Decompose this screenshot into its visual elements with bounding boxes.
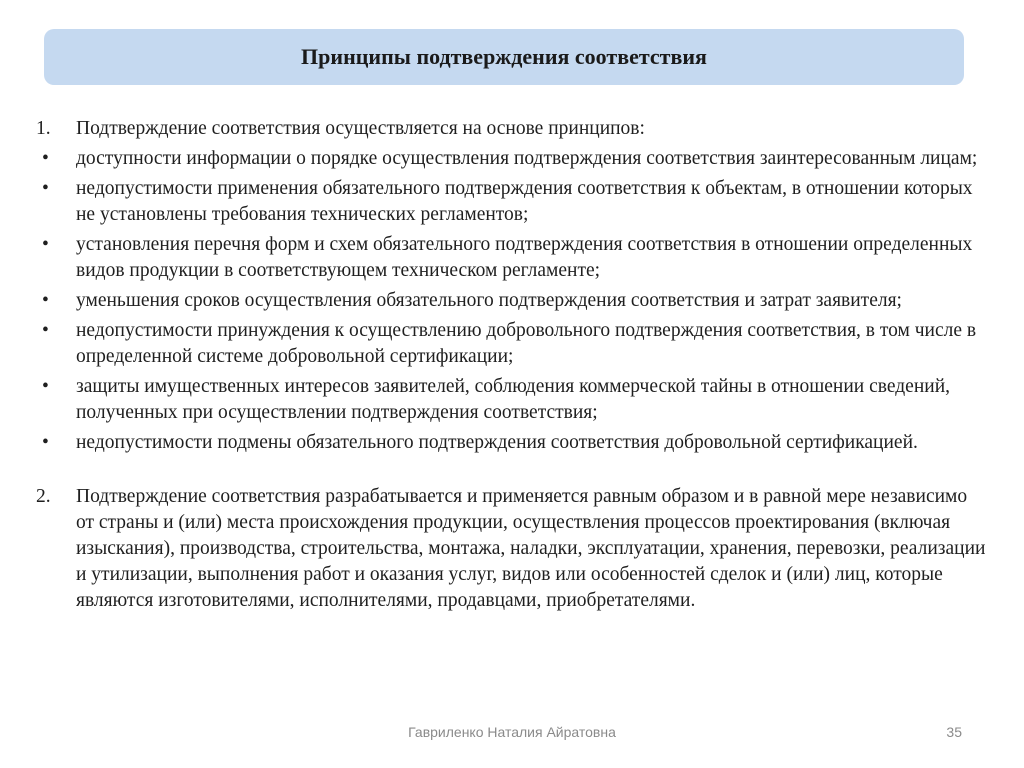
title-banner (44, 29, 964, 85)
bullet-text: недопустимости принуждения к осуществлению добровольного подтверждения соответствия, в том числе в определенной системе добровольной сертификации; (76, 320, 977, 367)
bullet-icon: • (42, 148, 49, 169)
bullet-text: уменьшения сроков осуществления обязательного подтверждения соответствия и затрат заявителя; (76, 290, 902, 311)
bullet-item (36, 232, 986, 284)
section-spacer (36, 460, 986, 484)
bullet-item (36, 288, 986, 314)
item-text: Подтверждение соответствия осуществляется на основе принципов: (76, 118, 645, 139)
bullet-icon: • (42, 178, 49, 199)
numbered-item-1 (36, 116, 986, 142)
bullet-item (36, 430, 986, 456)
bullet-text: установления перечня форм и схем обязательного подтверждения соответствия в отношении определенных видов продукции в соответствующем техническом регламенте; (76, 234, 973, 281)
bullet-item (36, 374, 986, 426)
page-title: Принципы подтверждения соответствия (301, 44, 707, 69)
bullet-icon: • (42, 234, 49, 255)
bullet-text: защиты имущественных интересов заявителей, соблюдения коммерческой тайны в отношении сведений, полученных при осуществлении подтверждения соответствия; (76, 376, 951, 423)
slide-content (36, 116, 986, 618)
numbered-item-2 (36, 484, 986, 614)
bullet-text: недопустимости подмены обязательного подтверждения соответствия добровольной сертификацией. (76, 432, 918, 453)
item-number: 1. (36, 118, 51, 139)
bullet-text: доступности информации о порядке осуществления подтверждения соответствия заинтересованным лицам; (76, 148, 978, 169)
item-number: 2. (36, 486, 51, 507)
bullet-icon: • (42, 290, 49, 311)
item-text: Подтверждение соответствия разрабатывается и применяется равным образом и в равной мере независимо от страны и (или) места происхождения продукции, осуществления процессов проектирования (включая изыскания), производства, строительства, монтажа, наладки, эксплуатации, хранения, перевозки, реализации и утилизации, выполнения работ и оказания услуг, видов или особенностей сделок и (или) лиц, которые являются изготовителями, исполнителями, продавцами, приобретателями. (76, 486, 986, 611)
page-number: 35 (946, 724, 962, 740)
footer-author: Гавриленко Наталия Айратовна (408, 724, 616, 740)
bullet-item (36, 318, 986, 370)
bullet-icon: • (42, 432, 49, 453)
bullet-icon: • (42, 376, 49, 397)
bullet-text: недопустимости применения обязательного подтверждения соответствия к объектам, в отношении которых не установлены требования технических регламентов; (76, 178, 973, 225)
bullet-item (36, 146, 986, 172)
bullet-icon: • (42, 320, 49, 341)
bullet-item (36, 176, 986, 228)
